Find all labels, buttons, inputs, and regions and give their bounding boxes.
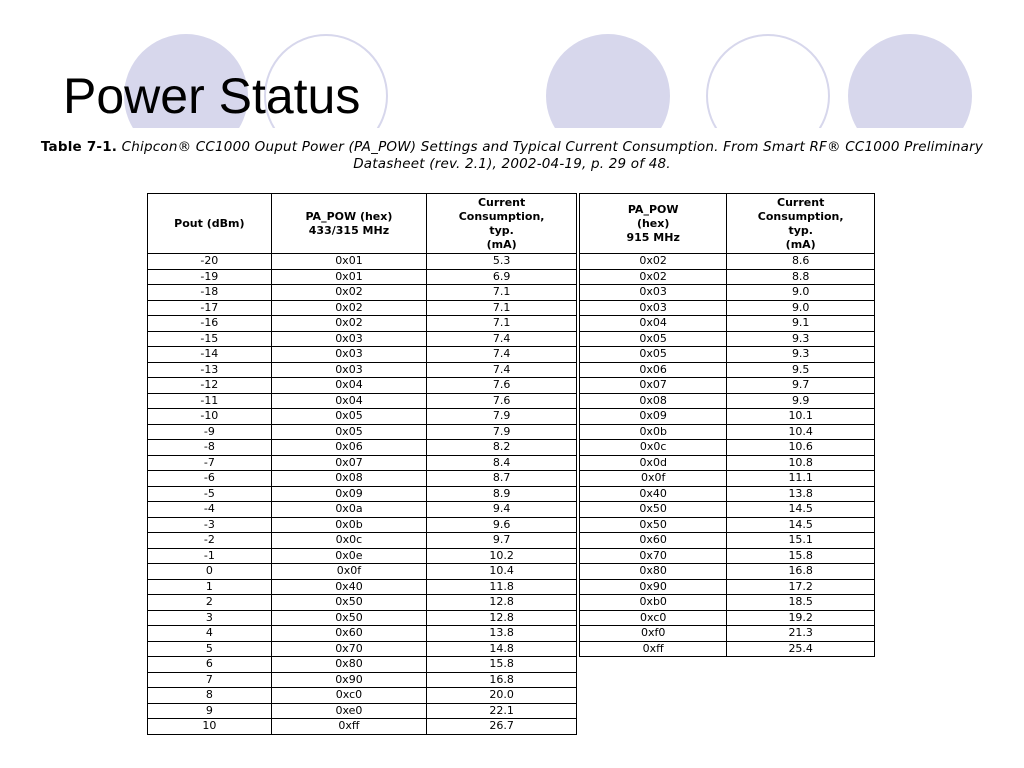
table-row [148,626,577,642]
cell-pa-pow: 0xff [271,719,427,735]
cell-pout: 0 [148,564,272,580]
cell-current: 9.3 [727,331,875,347]
cell-pout: -9 [148,424,272,440]
table-row [580,486,875,502]
table-row [148,471,577,487]
cell-pa-pow: 0x05 [271,409,427,425]
cell-current: 9.6 [427,517,577,533]
cell-pa-pow: 0x09 [580,409,727,425]
decor-circle [546,34,670,128]
table-header-row [148,194,577,254]
cell-current: 17.2 [727,579,875,595]
cell-pa-pow: 0xe0 [271,703,427,719]
cell-current: 14.5 [727,517,875,533]
cell-current: 9.1 [727,316,875,332]
cell-pa-pow: 0x90 [271,672,427,688]
cell-current: 13.8 [427,626,577,642]
cell-pout: -17 [148,300,272,316]
cell-current: 15.8 [427,657,577,673]
table-row [148,362,577,378]
cell-pa-pow: 0x03 [271,347,427,363]
cell-pa-pow: 0x80 [580,564,727,580]
cell-pa-pow: 0x40 [580,486,727,502]
cell-current: 7.9 [427,409,577,425]
cell-current: 20.0 [427,688,577,704]
cell-pa-pow: 0xf0 [580,626,727,642]
cell-pa-pow: 0x0f [580,471,727,487]
cell-pa-pow: 0x04 [271,393,427,409]
cell-current: 9.7 [427,533,577,549]
table-row [580,455,875,471]
table-row [580,517,875,533]
cell-pout: -14 [148,347,272,363]
cell-pout: 1 [148,579,272,595]
header-current-915: Current Consumption, typ. (mA) [727,194,875,254]
table-row [580,548,875,564]
table-row [580,285,875,301]
table-row [148,300,577,316]
cell-current: 19.2 [727,610,875,626]
cell-current: 8.7 [427,471,577,487]
cell-pa-pow: 0x50 [271,595,427,611]
cell-pa-pow: 0x02 [271,300,427,316]
cell-pout: 8 [148,688,272,704]
table-row [580,316,875,332]
table-row [580,409,875,425]
cell-pa-pow: 0x0c [580,440,727,456]
cell-current: 10.6 [727,440,875,456]
table-row [580,564,875,580]
table-row [580,641,875,657]
cell-current: 10.1 [727,409,875,425]
cell-pa-pow: 0x07 [271,455,427,471]
header-pa-pow-433: PA_POW (hex) 433/315 MHz [271,194,427,254]
cell-current: 9.5 [727,362,875,378]
cell-pa-pow: 0x08 [580,393,727,409]
cell-pout: 7 [148,672,272,688]
cell-current: 10.4 [427,564,577,580]
cell-pa-pow: 0x05 [580,331,727,347]
decor-circle [706,34,830,128]
cell-pout: -19 [148,269,272,285]
power-table-915 [579,193,875,657]
cell-pa-pow: 0x03 [580,300,727,316]
cell-pa-pow: 0x0b [271,517,427,533]
table-row [148,409,577,425]
cell-pout: 5 [148,641,272,657]
table-row [580,579,875,595]
cell-current: 8.9 [427,486,577,502]
cell-current: 22.1 [427,703,577,719]
cell-pout: 10 [148,719,272,735]
cell-pa-pow: 0x02 [580,254,727,270]
cell-pa-pow: 0x80 [271,657,427,673]
table-row [148,719,577,735]
cell-pout: 3 [148,610,272,626]
cell-pa-pow: 0x05 [580,347,727,363]
cell-pa-pow: 0x70 [580,548,727,564]
cell-pa-pow: 0x0d [580,455,727,471]
cell-pa-pow: 0xff [580,641,727,657]
cell-current: 8.2 [427,440,577,456]
table-row [148,455,577,471]
cell-pa-pow: 0x50 [580,517,727,533]
cell-pa-pow: 0x03 [580,285,727,301]
cell-pout: -20 [148,254,272,270]
cell-current: 21.3 [727,626,875,642]
caption-label: Table 7-1. [40,139,118,155]
header-current-433: Current Consumption, typ. (mA) [427,194,577,254]
table-row [580,393,875,409]
cell-pa-pow: 0x01 [271,254,427,270]
table-row [580,331,875,347]
table-row [580,610,875,626]
cell-pout: -13 [148,362,272,378]
table-row [148,595,577,611]
cell-pout: -18 [148,285,272,301]
cell-current: 16.8 [727,564,875,580]
cell-current: 9.0 [727,285,875,301]
cell-current: 11.1 [727,471,875,487]
cell-pa-pow: 0x03 [271,362,427,378]
cell-pout: -16 [148,316,272,332]
table-row [148,703,577,719]
cell-pa-pow: 0x02 [580,269,727,285]
cell-pa-pow: 0x04 [580,316,727,332]
cell-current: 18.5 [727,595,875,611]
cell-current: 7.1 [427,300,577,316]
header-pout: Pout (dBm) [148,194,272,254]
cell-current: 12.8 [427,595,577,611]
table-row [148,347,577,363]
cell-pout: -12 [148,378,272,394]
cell-current: 7.6 [427,393,577,409]
cell-current: 10.8 [727,455,875,471]
table-row [580,254,875,270]
cell-current: 7.4 [427,331,577,347]
cell-pout: -15 [148,331,272,347]
cell-current: 14.8 [427,641,577,657]
table-row [580,362,875,378]
table-row [148,564,577,580]
cell-current: 10.2 [427,548,577,564]
table-header-row [580,194,875,254]
cell-pa-pow: 0x02 [271,316,427,332]
table-row [580,347,875,363]
cell-pout: -4 [148,502,272,518]
cell-pa-pow: 0x50 [271,610,427,626]
cell-pa-pow: 0x05 [271,424,427,440]
cell-current: 7.4 [427,347,577,363]
cell-pout: -7 [148,455,272,471]
table-row [580,424,875,440]
table-row [148,440,577,456]
table-row [148,641,577,657]
cell-current: 6.9 [427,269,577,285]
cell-pa-pow: 0xc0 [580,610,727,626]
cell-current: 11.8 [427,579,577,595]
cell-current: 13.8 [727,486,875,502]
cell-pout: 2 [148,595,272,611]
cell-pa-pow: 0x04 [271,378,427,394]
table-row [580,626,875,642]
table-row [580,595,875,611]
cell-pa-pow: 0x02 [271,285,427,301]
cell-current: 7.6 [427,378,577,394]
cell-pa-pow: 0x06 [580,362,727,378]
cell-pa-pow: 0x03 [271,331,427,347]
cell-pout: -11 [148,393,272,409]
cell-pout: 4 [148,626,272,642]
cell-pa-pow: 0x40 [271,579,427,595]
table-row [148,285,577,301]
cell-current: 15.1 [727,533,875,549]
cell-current: 25.4 [727,641,875,657]
table-row [580,502,875,518]
cell-pout: -2 [148,533,272,549]
cell-pa-pow: 0x0c [271,533,427,549]
cell-pa-pow: 0x08 [271,471,427,487]
table-row [148,502,577,518]
cell-current: 8.6 [727,254,875,270]
table-row [148,657,577,673]
cell-pa-pow: 0x01 [271,269,427,285]
cell-current: 9.7 [727,378,875,394]
table-row [580,533,875,549]
cell-pa-pow: 0x06 [271,440,427,456]
cell-current: 8.8 [727,269,875,285]
cell-current: 16.8 [427,672,577,688]
cell-pout: 6 [148,657,272,673]
cell-current: 7.1 [427,285,577,301]
power-table-433-315 [147,193,577,735]
table-row [148,393,577,409]
cell-current: 7.9 [427,424,577,440]
table-row [148,579,577,595]
cell-pout: -3 [148,517,272,533]
table-row [580,300,875,316]
cell-current: 9.3 [727,347,875,363]
cell-current: 5.3 [427,254,577,270]
table-row [580,440,875,456]
cell-current: 9.0 [727,300,875,316]
cell-pa-pow: 0x90 [580,579,727,595]
table-row [148,610,577,626]
cell-pout: -1 [148,548,272,564]
cell-pout: -6 [148,471,272,487]
decor-circle [848,34,972,128]
header-pa-pow-915: PA_POW (hex) 915 MHz [580,194,727,254]
cell-pout: -8 [148,440,272,456]
table-row [580,378,875,394]
cell-current: 7.1 [427,316,577,332]
table-row [148,486,577,502]
table-row [580,269,875,285]
table-row [148,331,577,347]
cell-pa-pow: 0x09 [271,486,427,502]
cell-current: 12.8 [427,610,577,626]
table-row [148,672,577,688]
table-row [148,378,577,394]
cell-pa-pow: 0x60 [580,533,727,549]
cell-pa-pow: 0x0f [271,564,427,580]
cell-pout: -5 [148,486,272,502]
caption-text: Chipcon® CC1000 Ouput Power (PA_POW) Settings and Typical Current Consumption. From Smart RF® CC1000 Preliminary Datasheet (rev. 2.1), 2002-04-19, p. 29 of 48. [117,139,984,172]
cell-pout: -10 [148,409,272,425]
table-caption [20,139,1004,173]
table-row [148,254,577,270]
table-row [148,548,577,564]
table-row [148,533,577,549]
cell-pa-pow: 0x0b [580,424,727,440]
cell-pa-pow: 0x50 [580,502,727,518]
table-row [580,471,875,487]
table-row [148,269,577,285]
cell-pa-pow: 0x07 [580,378,727,394]
cell-pa-pow: 0x60 [271,626,427,642]
cell-pa-pow: 0xc0 [271,688,427,704]
cell-current: 7.4 [427,362,577,378]
table-row [148,316,577,332]
table-row [148,424,577,440]
cell-current: 15.8 [727,548,875,564]
table-row [148,517,577,533]
cell-pout: 9 [148,703,272,719]
cell-pa-pow: 0x70 [271,641,427,657]
cell-pa-pow: 0x0a [271,502,427,518]
cell-current: 14.5 [727,502,875,518]
cell-current: 10.4 [727,424,875,440]
table-row [148,688,577,704]
cell-pa-pow: 0x0e [271,548,427,564]
cell-current: 8.4 [427,455,577,471]
cell-current: 9.4 [427,502,577,518]
slide-title: Power Status [63,68,361,124]
cell-current: 9.9 [727,393,875,409]
cell-pa-pow: 0xb0 [580,595,727,611]
cell-current: 26.7 [427,719,577,735]
